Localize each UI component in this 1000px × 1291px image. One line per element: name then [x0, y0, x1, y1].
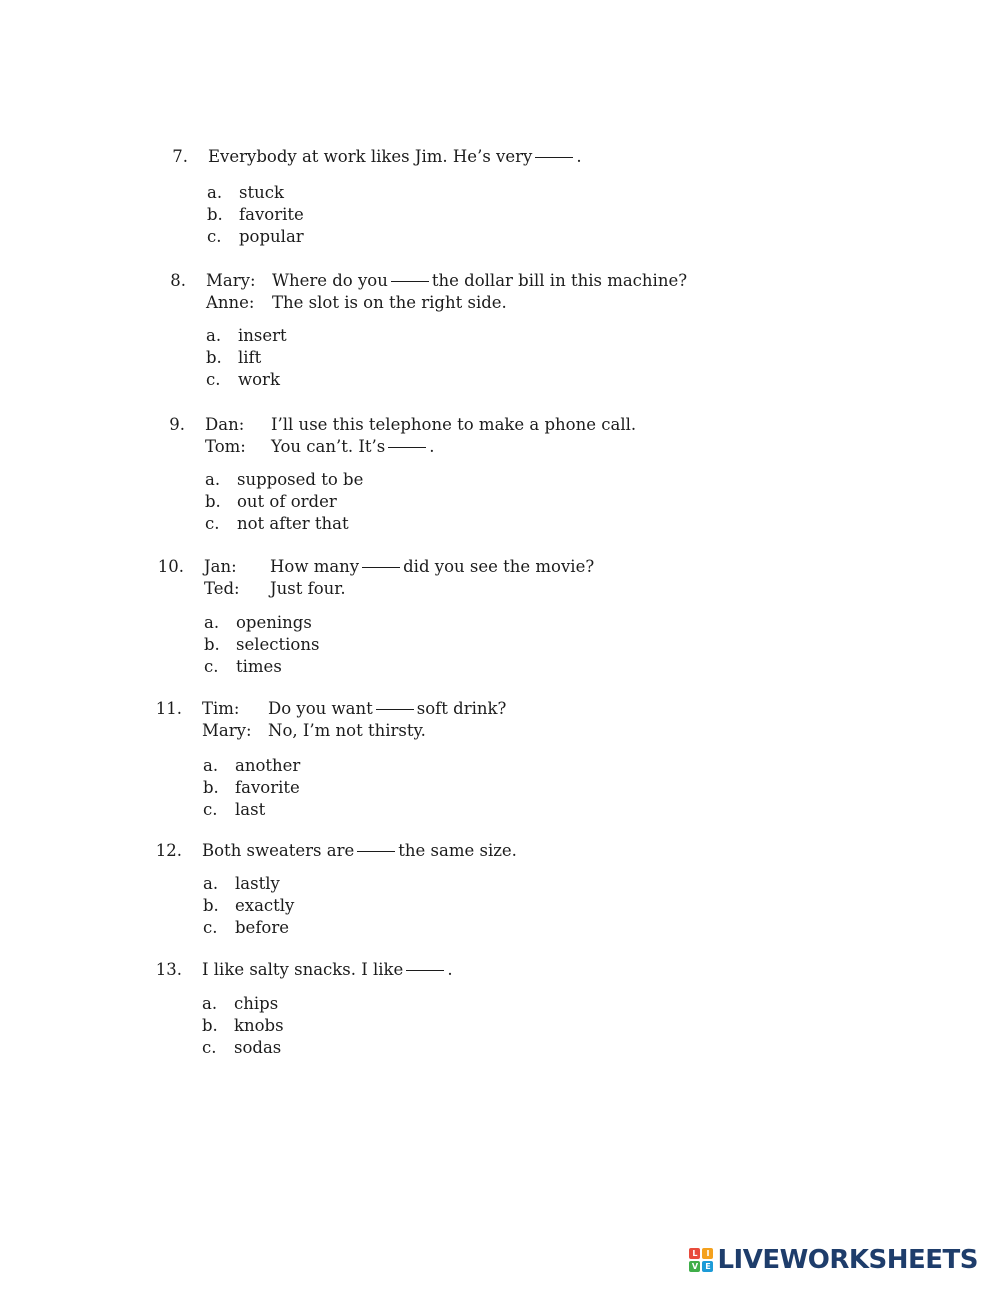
question-text-after: . [576, 147, 582, 166]
option-text: lastly [235, 874, 280, 893]
question-text-before: Both sweaters are [202, 841, 355, 860]
option-letter: c. [206, 370, 221, 389]
option-letter: a. [206, 326, 222, 345]
option-c[interactable] [207, 226, 304, 248]
option-text: selections [236, 635, 320, 654]
option-list [207, 182, 304, 248]
option-text: out of order [237, 492, 337, 511]
option-letter: b. [207, 205, 223, 224]
question-text [202, 959, 453, 981]
question-text [272, 270, 687, 292]
option-c[interactable] [203, 799, 300, 821]
option-b[interactable] [207, 204, 304, 226]
option-list [203, 755, 300, 821]
option-c[interactable] [202, 1037, 284, 1059]
option-text: last [235, 800, 266, 819]
option-a[interactable] [207, 182, 304, 204]
question-text-after: soft drink? [416, 699, 507, 718]
option-text: lift [238, 348, 262, 367]
option-letter: b. [205, 492, 221, 511]
question-text-after: . [447, 960, 453, 979]
logo-cell-e: E [702, 1261, 713, 1272]
option-letter: a. [204, 613, 220, 632]
option-list [202, 993, 284, 1059]
question-number: 8. [170, 271, 186, 290]
answer-blank [388, 447, 426, 448]
option-a[interactable] [204, 612, 319, 634]
question-text-after: . [429, 437, 435, 456]
question-text [270, 556, 594, 578]
speaker-label: Mary: [206, 271, 256, 290]
option-letter: c. [203, 800, 218, 819]
option-text: work [238, 370, 280, 389]
speaker-label: Tim: [202, 699, 240, 718]
question-text-before: How many [270, 557, 360, 576]
speaker-label: Ted: [204, 579, 240, 598]
option-text: favorite [235, 778, 300, 797]
option-b[interactable] [202, 1015, 284, 1037]
question-text-after: the dollar bill in this machine? [431, 271, 688, 290]
question-text [271, 436, 434, 458]
option-letter: c. [202, 1038, 217, 1057]
option-letter: c. [203, 918, 218, 937]
option-text: times [236, 657, 282, 676]
question-text [208, 146, 582, 168]
option-b[interactable] [203, 777, 300, 799]
question-text [268, 698, 506, 720]
option-b[interactable] [206, 347, 287, 369]
option-a[interactable] [203, 755, 300, 777]
question-number: 10. [157, 557, 184, 576]
question-text: I’ll use this telephone to make a phone call. [271, 415, 637, 434]
option-text: knobs [234, 1016, 284, 1035]
option-b[interactable] [203, 895, 294, 917]
liveworksheets-logo-icon [689, 1248, 713, 1272]
option-letter: b. [206, 348, 222, 367]
logo-cell-v: V [689, 1261, 700, 1272]
question-text: The slot is on the right side. [272, 293, 507, 312]
option-letter: b. [203, 778, 219, 797]
question-text-before: I like salty snacks. I like [202, 960, 404, 979]
speaker-label: Tom: [205, 437, 246, 456]
option-a[interactable] [203, 873, 294, 895]
option-c[interactable] [205, 513, 363, 535]
question-number: 11. [155, 699, 182, 718]
question-number: 13. [155, 960, 182, 979]
question-text [202, 840, 517, 862]
speaker-label: Jan: [204, 557, 237, 576]
option-letter: a. [203, 756, 219, 775]
question-text-before: You can’t. It’s [271, 437, 386, 456]
answer-blank [357, 851, 395, 852]
option-letter: c. [205, 514, 220, 533]
option-text: popular [239, 227, 304, 246]
question-text-before: Everybody at work likes Jim. He’s very [208, 147, 533, 166]
option-letter: c. [204, 657, 219, 676]
option-letter: b. [203, 896, 219, 915]
speaker-label: Mary: [202, 721, 252, 740]
option-c[interactable] [206, 369, 287, 391]
option-letter: b. [202, 1016, 218, 1035]
answer-blank [362, 567, 400, 568]
watermark-text: LIVEWORKSHEETS [717, 1245, 978, 1275]
option-text: supposed to be [237, 470, 364, 489]
option-b[interactable] [204, 634, 319, 656]
liveworksheets-watermark [689, 1245, 978, 1275]
question-text-after: the same size. [398, 841, 517, 860]
question-number: 12. [155, 841, 182, 860]
answer-blank [406, 970, 444, 971]
option-letter: a. [207, 183, 223, 202]
option-text: before [235, 918, 290, 937]
option-list [205, 469, 363, 535]
answer-blank [376, 709, 414, 710]
option-text: chips [234, 994, 279, 1013]
question-text-before: Do you want [268, 699, 373, 718]
option-letter: a. [202, 994, 218, 1013]
option-b[interactable] [205, 491, 363, 513]
option-letter: c. [207, 227, 222, 246]
logo-cell-l: L [689, 1248, 700, 1259]
option-text: openings [236, 613, 312, 632]
question-text-before: Where do you [272, 271, 388, 290]
speaker-label: Dan: [205, 415, 245, 434]
question-text: No, I’m not thirsty. [268, 721, 426, 740]
option-c[interactable] [204, 656, 319, 678]
option-text: exactly [235, 896, 295, 915]
option-a[interactable] [206, 325, 287, 347]
question-number: 9. [169, 415, 185, 434]
option-list [206, 325, 287, 391]
option-a[interactable] [202, 993, 284, 1015]
answer-blank [535, 157, 573, 158]
option-a[interactable] [205, 469, 363, 491]
question-text-after: did you see the movie? [403, 557, 595, 576]
option-text: another [235, 756, 301, 775]
option-c[interactable] [203, 917, 294, 939]
option-letter: a. [205, 470, 221, 489]
answer-blank [391, 281, 429, 282]
option-text: favorite [239, 205, 304, 224]
option-letter: b. [204, 635, 220, 654]
logo-cell-i: I [702, 1248, 713, 1259]
option-text: insert [238, 326, 287, 345]
question-text: Just four. [270, 579, 346, 598]
option-text: sodas [234, 1038, 282, 1057]
option-letter: a. [203, 874, 219, 893]
option-text: not after that [237, 514, 349, 533]
question-number: 7. [172, 147, 188, 166]
speaker-label: Anne: [206, 293, 255, 312]
option-text: stuck [239, 183, 284, 202]
option-list [204, 612, 319, 678]
option-list [203, 873, 294, 939]
